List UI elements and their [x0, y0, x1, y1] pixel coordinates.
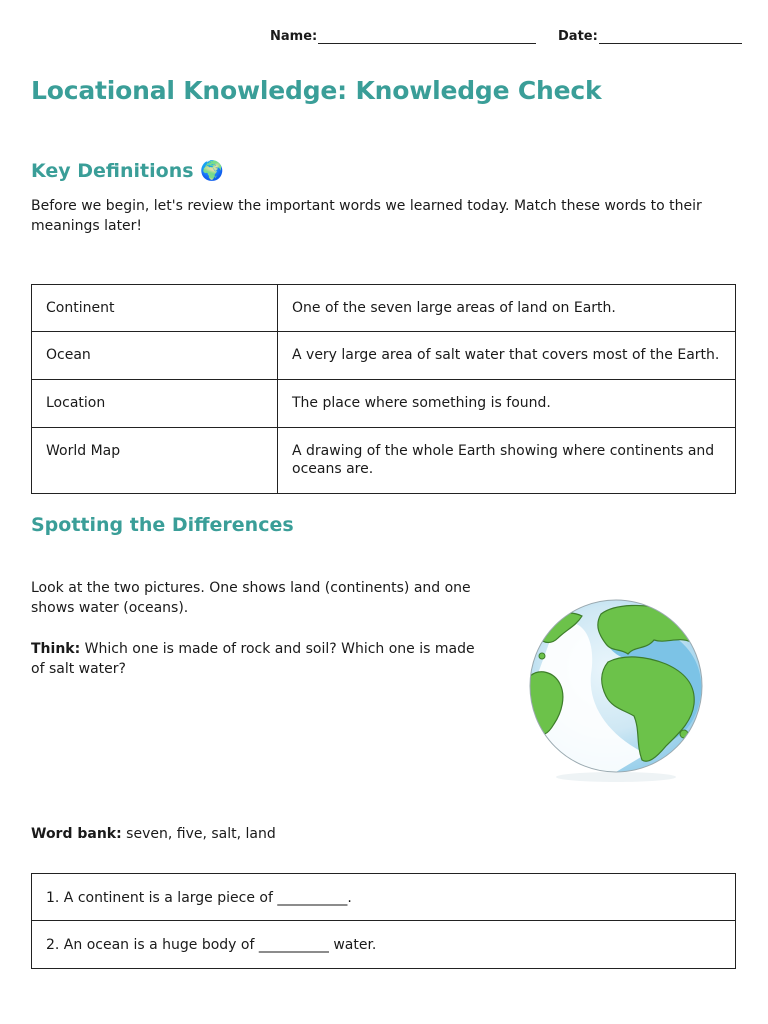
page-title: Locational Knowledge: Knowledge Check: [31, 76, 602, 105]
definitions-table: [31, 284, 736, 494]
question-cell[interactable]: 2. An ocean is a huge body of __________ water.: [32, 921, 736, 969]
think-label: Think:: [31, 641, 81, 657]
think-text: Which one is made of rock and soil? Which one is made of salt water?: [31, 641, 475, 677]
differences-intro: Look at the two pictures. One shows land (continents) and one shows water (oceans).: [31, 580, 471, 616]
meaning-cell: One of the seven large areas of land on Earth.: [278, 285, 736, 332]
date-field[interactable]: [558, 28, 742, 44]
think-prompt: [31, 639, 491, 679]
table-row: [32, 874, 736, 921]
table-row: [32, 285, 736, 332]
meaning-cell: The place where something is found.: [278, 380, 736, 428]
word-bank-words: seven, five, salt, land: [121, 826, 276, 842]
key-definitions-heading: [31, 159, 224, 182]
definitions-intro: Before we begin, let's review the important words we learned today. Match these words to their meanings later!: [31, 198, 702, 234]
date-line[interactable]: [599, 28, 742, 44]
questions-table: [31, 873, 736, 969]
meaning-cell: A drawing of the whole Earth showing where continents and oceans are.: [278, 428, 736, 494]
table-row: [32, 921, 736, 969]
name-line[interactable]: [318, 28, 536, 44]
word-bank: [31, 824, 276, 844]
term-cell: World Map: [32, 428, 278, 494]
table-row: [32, 428, 736, 494]
term-cell: Ocean: [32, 332, 278, 380]
term-cell: Continent: [32, 285, 278, 332]
name-field[interactable]: [270, 28, 536, 44]
key-definitions-heading-text: Key Definitions: [31, 160, 194, 182]
spotting-differences-heading: Spotting the Differences: [31, 514, 294, 536]
table-row: [32, 380, 736, 428]
meaning-cell: A very large area of salt water that covers most of the Earth.: [278, 332, 736, 380]
term-cell: Location: [32, 380, 278, 428]
date-label: Date:: [558, 29, 598, 44]
question-cell[interactable]: 1. A continent is a large piece of __________.: [32, 874, 736, 921]
globe-emoji-icon: 🌍: [200, 160, 224, 182]
globe-illustration-icon: [496, 584, 736, 794]
name-label: Name:: [270, 29, 318, 44]
word-bank-label: Word bank:: [31, 826, 122, 842]
table-row: [32, 332, 736, 380]
